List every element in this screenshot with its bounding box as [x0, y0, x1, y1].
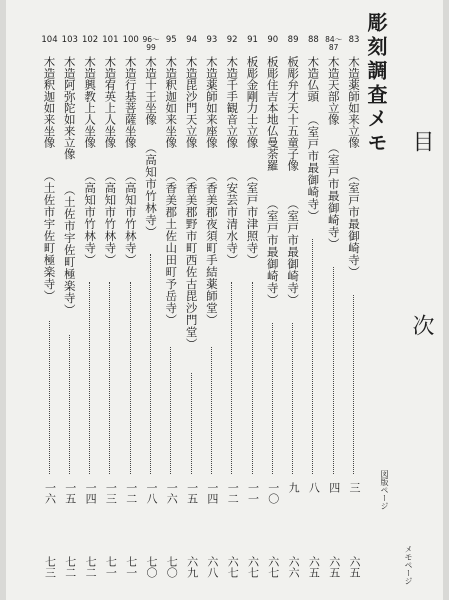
entry-number: 88	[307, 35, 319, 45]
memo-page-number: 六七	[246, 556, 260, 578]
entry-title: 木造宥英上人坐像	[103, 56, 118, 148]
entry-number: 94	[186, 35, 197, 45]
entry-number: 95	[165, 35, 177, 45]
toc-entry	[304, 0, 322, 600]
figure-page-number: 一六	[165, 482, 179, 504]
memo-page-number: 六五	[348, 556, 361, 578]
entry-location: （室戸市最御崎寺）	[306, 114, 321, 222]
memo-page-number: 六五	[327, 556, 341, 578]
entry-location: （室戸市最御崎寺）	[286, 198, 301, 306]
entry-number: 89	[287, 35, 299, 45]
figure-page-number: 一五	[185, 482, 199, 504]
entry-title: 木造仏頭	[306, 56, 321, 102]
leader-dots	[333, 267, 334, 474]
entry-title: 木造薬師如来立像	[347, 56, 361, 148]
entry-number: 104	[41, 35, 58, 45]
toc-entry	[223, 0, 241, 600]
leader-dots	[252, 282, 253, 474]
entry-number: 90	[267, 35, 279, 45]
memo-page-number: 七一	[124, 556, 138, 578]
entry-title: 木造行基菩薩坐像	[123, 56, 138, 148]
entry-title: 木造薬師如来座像	[204, 56, 219, 148]
leader-dots	[353, 295, 354, 474]
memo-page-number: 七二	[84, 556, 98, 578]
entry-title: 木造釈迦如来坐像	[42, 56, 57, 148]
entry-location: （香美郡土佐山田町予岳寺）	[164, 170, 179, 326]
entry-title: 板彫住吉本地仏曼荼羅	[265, 56, 280, 171]
memo-page-number: 七〇	[145, 556, 158, 578]
figure-page-number: 一二	[124, 482, 138, 504]
entry-location: （室戸市最御崎寺）	[326, 142, 341, 250]
entry-location: （室戸市最御崎寺）	[265, 198, 280, 306]
toc-entry	[203, 0, 221, 600]
toc-entry	[122, 0, 140, 600]
figure-page-number: 三	[348, 482, 361, 493]
toc-entry	[345, 0, 363, 600]
entry-number: 101	[102, 35, 119, 45]
figure-page-number: 一〇	[266, 482, 280, 504]
leader-dots	[49, 321, 50, 474]
figure-page-number: 九	[287, 482, 301, 493]
entry-title: 板彫弁才天十五童子像	[286, 56, 301, 171]
memo-page-number: 七二	[63, 556, 77, 578]
memo-page-number: 六五	[307, 556, 321, 578]
leader-dots	[191, 373, 192, 474]
entry-title: 木造阿弥陀如来立像	[62, 56, 77, 160]
figure-page-number: 四	[327, 482, 341, 493]
section-title: 彫刻調査メモ	[364, 12, 388, 156]
entry-title: 板彫金剛力士立像	[245, 56, 260, 148]
entry-location: （土佐市宇佐町極楽寺）	[62, 184, 77, 316]
toc-page	[6, 0, 443, 600]
memo-page-number: 六六	[287, 556, 301, 578]
leader-dots	[109, 282, 110, 474]
entry-number: 102	[81, 35, 99, 45]
figure-page-number: 一六	[43, 482, 57, 504]
entry-number: 93	[206, 35, 218, 45]
page-title: 目 次	[409, 130, 434, 406]
toc-entry	[244, 0, 262, 600]
toc-entry	[61, 0, 79, 600]
entry-location: （高知市竹林寺）	[83, 170, 98, 266]
toc-entry	[41, 0, 59, 600]
memo-page-number: 六七	[226, 556, 240, 578]
memo-page-number: 七三	[43, 556, 57, 578]
leader-dots	[211, 347, 212, 474]
memo-page-number: 七〇	[165, 556, 179, 578]
toc-entry	[162, 0, 180, 600]
entry-title: 木造天部立像	[326, 56, 341, 125]
toc-entry	[264, 0, 282, 600]
figure-page-number: 一八	[145, 482, 158, 504]
figure-page-number: 一三	[104, 482, 118, 504]
memo-page-number: 六九	[185, 556, 199, 578]
entry-location: （安芸市清水寺）	[225, 170, 240, 266]
toc-entry	[81, 0, 99, 600]
figure-page-number: 一五	[63, 482, 77, 504]
entry-title: 木造興教上人坐像	[83, 56, 98, 148]
toc-entry	[142, 0, 160, 600]
toc-entry	[183, 0, 201, 600]
entry-location: （香美郡夜須町手結薬師堂）	[204, 170, 219, 326]
memo-page-header: メモページ	[404, 545, 413, 585]
entry-number: 100	[122, 35, 139, 45]
entry-title: 木造十王坐像	[144, 56, 158, 125]
figure-page-number: 一四	[84, 482, 98, 504]
entry-number: 103	[61, 35, 78, 45]
figure-page-header: 図版ページ	[380, 470, 389, 510]
memo-page-number: 七一	[104, 556, 118, 578]
entry-location: （香美郡野市町西佐古毘沙門堂）	[184, 170, 199, 350]
leader-dots	[130, 282, 131, 474]
leader-dots	[170, 347, 171, 474]
leader-dots	[150, 254, 151, 474]
figure-page-number: 一四	[205, 482, 219, 504]
leader-dots	[292, 323, 293, 474]
leader-dots	[312, 239, 313, 474]
figure-page-number: 一二	[226, 482, 240, 504]
entry-location: （高知市竹林寺）	[144, 142, 158, 238]
entry-location: （高知市竹林寺）	[103, 170, 118, 266]
toc-entry	[284, 0, 302, 600]
leader-dots	[69, 335, 70, 474]
entry-title: 木造毘沙門天立像	[184, 56, 199, 148]
toc-entry	[101, 0, 119, 600]
toc-entry	[325, 0, 343, 600]
entry-location: （高知市竹林寺）	[123, 170, 138, 266]
entry-number: 91	[247, 35, 258, 45]
entry-title: 木造釈迦如来坐像	[164, 56, 179, 148]
entry-number: 92	[226, 35, 238, 45]
entry-number: 96～99	[142, 35, 160, 52]
entry-number: 83	[348, 35, 360, 45]
memo-page-number: 六八	[205, 556, 219, 578]
leader-dots	[272, 323, 273, 474]
entry-title: 木造千手観音立像	[225, 56, 240, 148]
entry-number: 84～87	[325, 35, 343, 52]
leader-dots	[231, 282, 232, 474]
entry-location: （室戸市最御崎寺）	[347, 170, 361, 278]
memo-page-number: 六七	[266, 556, 280, 578]
leader-dots	[89, 282, 90, 474]
figure-page-number: 八	[307, 482, 321, 493]
entry-location: （土佐市宇佐町極楽寺）	[42, 170, 57, 302]
entry-location: （室戸市津照寺）	[245, 170, 260, 266]
figure-page-number: 一一	[246, 482, 260, 504]
